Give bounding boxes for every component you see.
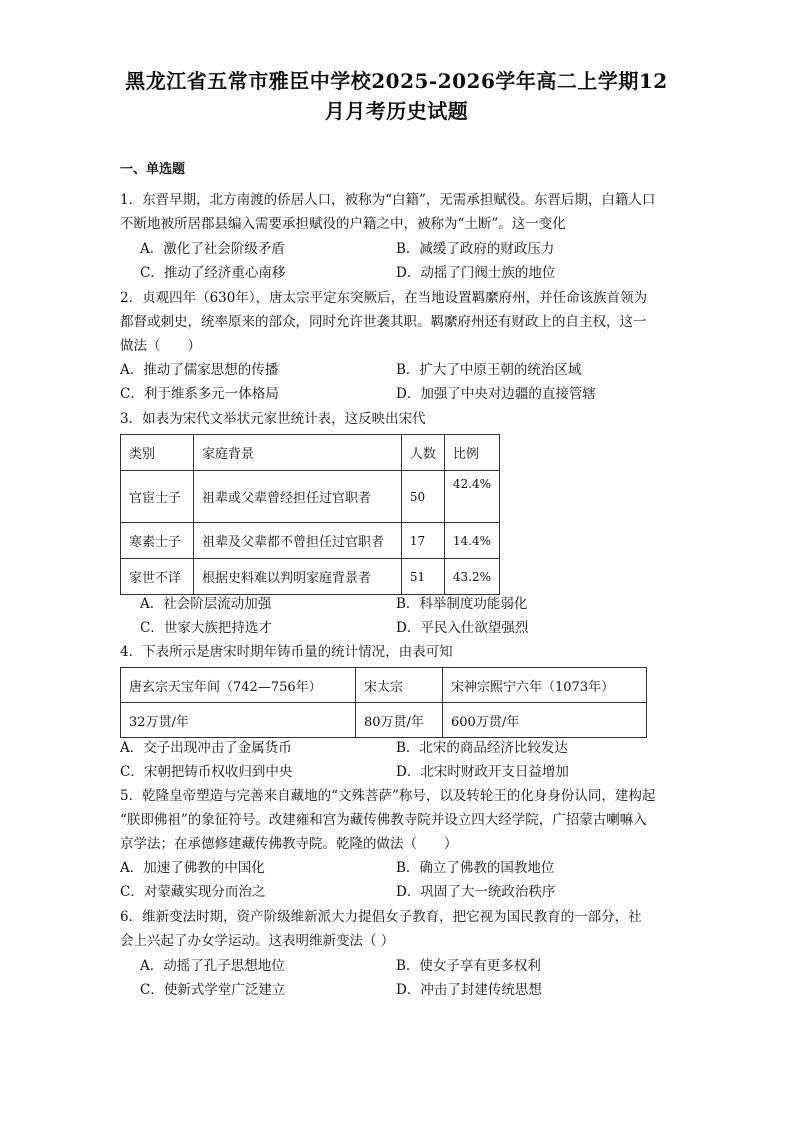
question-text-line: 都督或刺史，统率原来的部众，同时允许世袭其职。羁縻府州还有财政上的自主权，这一 (120, 314, 647, 330)
table-header-cell: 人数 (401, 435, 444, 471)
question-4 (120, 640, 672, 664)
option-a[interactable]: A．推动了儒家思想的传播 (120, 362, 279, 378)
option-c[interactable]: C．使新式学堂广泛建立 (140, 982, 286, 998)
table-header-cell: 宋太宗 (356, 668, 443, 703)
question-text-line: 1．东晋早期，北方南渡的侨居人口，被称为“白籍”，无需承担赋役。东晋后期，白籍人口 (120, 192, 656, 208)
table-row (121, 559, 500, 595)
table-cell: 家世不详 (121, 559, 194, 595)
table-header-row (121, 435, 500, 471)
option-a[interactable]: A．激化了社会阶级矛盾 (140, 241, 285, 257)
question-text-line: 做法（ ） (120, 338, 201, 354)
option-a[interactable]: A．交子出现冲击了金属货币 (120, 740, 292, 756)
option-c[interactable]: C．利于维系多元一体格局 (120, 386, 279, 402)
option-d[interactable]: D．平民入仕欲望强烈 (396, 620, 529, 636)
option-c[interactable]: C．对蒙藏实现分而治之 (120, 884, 266, 900)
option-d[interactable]: D．北宋时财政开支日益增加 (396, 764, 569, 780)
option-d[interactable]: D．巩固了大一统政治秩序 (396, 884, 556, 900)
section-heading: 一、单选题 (120, 162, 186, 177)
question-text-line: 6．维新变法时期，资产阶级维新派大力提倡女子教育，把它视为国民教育的一部分，社 (120, 909, 642, 925)
option-a[interactable]: A．动摇了孔子思想地位 (140, 958, 285, 974)
table-row (121, 703, 647, 738)
table-cell: 80万贯/年 (356, 703, 443, 738)
question-text-line: 4．下表所示是唐宋时期年铸币量的统计情况，由表可知 (120, 644, 453, 660)
question-3 (120, 407, 672, 431)
table-cell: 祖辈及父辈都不曾担任过官职者 (194, 523, 402, 559)
option-b[interactable]: B．北宋的商品经济比较发达 (396, 740, 568, 756)
page-title (90, 66, 703, 126)
title-line-2: 月月考历史试题 (324, 99, 469, 123)
title-line-1: 黑龙江省五常市雅臣中学校2025-2026学年高二上学期12 (125, 69, 668, 93)
table-cell: 寒素士子 (121, 523, 194, 559)
question-text-line: 不断地被所居郡县编入需要承担赋役的户籍之中，被称为“土断”。这一变化 (120, 216, 566, 232)
option-b[interactable]: B．科举制度功能弱化 (396, 596, 528, 612)
option-b[interactable]: B．减缓了政府的财政压力 (396, 241, 555, 257)
option-b[interactable]: B．扩大了中原王朝的统治区域 (396, 362, 582, 378)
option-c[interactable]: C．推动了经济重心南移 (140, 265, 286, 281)
table-cell: 祖辈或父辈曾经担任过官职者 (194, 471, 402, 523)
option-c[interactable]: C．世家大族把持选才 (140, 620, 272, 636)
question-text-line: 京学法；在承德修建藏传佛教寺院。乾隆的做法（ ） (120, 836, 458, 852)
table-cell: 50 (401, 471, 444, 523)
table-header-row (121, 668, 647, 703)
table-row (121, 523, 500, 559)
table-cell: 51 (401, 559, 444, 595)
table-header-cell: 唐玄宗天宝年间（742—756年） (121, 668, 356, 703)
table-row (121, 471, 500, 523)
option-d[interactable]: D．加强了中央对边疆的直接管辖 (396, 386, 596, 402)
option-d[interactable]: D．动摇了门阀士族的地位 (396, 265, 556, 281)
table-cell: 14.4% (444, 523, 499, 559)
table-cell: 17 (401, 523, 444, 559)
table-header-cell: 比例 (444, 435, 499, 471)
option-c[interactable]: C．宋朝把铸币权收归到中央 (120, 764, 293, 780)
table-cell: 600万贯/年 (443, 703, 647, 738)
option-a[interactable]: A．加速了佛教的中国化 (120, 860, 265, 876)
table-header-cell: 家庭背景 (194, 435, 402, 471)
table-header-cell: 宋神宗熙宁六年（1073年） (443, 668, 647, 703)
table-cell: 32万贯/年 (121, 703, 356, 738)
question-text-line: 5．乾隆皇帝塑造与完善来自藏地的“文殊菩萨”称号，以及转轮王的化身身份认同，建构起 (120, 788, 656, 804)
question-text-line: 3．如表为宋代文举状元家世统计表，这反映出宋代 (120, 411, 426, 427)
coinage-table (120, 667, 647, 738)
table-cell: 根据史料难以判明家庭背景者 (194, 559, 402, 595)
question-1 (120, 188, 672, 236)
question-text-line: 会上兴起了办女学运动。这表明维新变法（ ） (120, 933, 395, 949)
table-cell: 42.4% (444, 471, 499, 523)
table-cell: 官宦士子 (121, 471, 194, 523)
table-cell: 43.2% (444, 559, 499, 595)
question-5 (120, 784, 672, 856)
option-b[interactable]: B．使女子享有更多权利 (396, 958, 541, 974)
question-6 (120, 905, 672, 953)
question-text-line: 2．贞观四年（630年），唐太宗平定东突厥后，在当地设置羁縻府州，并任命该族首领为 (120, 290, 648, 306)
option-a[interactable]: A．社会阶层流动加强 (140, 596, 272, 612)
question-text-line: “朕即佛祖”的象征符号。改建雍和宫为藏传佛教寺院并设立四大经学院，广招蒙古喇嘛入 (120, 812, 647, 828)
family-background-table (120, 434, 500, 595)
table-header-cell: 类别 (121, 435, 194, 471)
question-2 (120, 286, 672, 358)
option-b[interactable]: B．确立了佛教的国教地位 (396, 860, 555, 876)
option-d[interactable]: D．冲击了封建传统思想 (396, 982, 542, 998)
